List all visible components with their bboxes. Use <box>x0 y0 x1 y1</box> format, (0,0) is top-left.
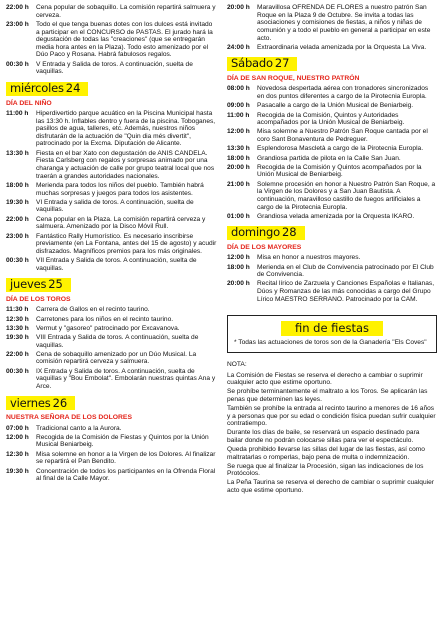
fin-de-fiestas-box <box>227 315 437 353</box>
schedule-entry <box>6 182 217 197</box>
notes-section <box>227 361 437 496</box>
entry-time: 00:30 h <box>6 257 29 265</box>
entry-description: VII Entrada y Salida de toros. A continuación, suelta de vaquillas. <box>36 257 197 272</box>
schedule-entry <box>227 164 437 179</box>
entry-description: Cena de sobaquillo amenizado por un Dúo Musical. La comisión repartirá cerveza y salmuera. <box>36 350 197 366</box>
entry-description: Misa en honor a nuestros mayores. <box>257 254 361 262</box>
day-schedule-jueves <box>6 306 217 392</box>
day-highlight <box>6 278 71 292</box>
entry-time: 22:00 h <box>6 215 29 223</box>
day-name: domingo <box>231 225 280 240</box>
schedule-entry <box>6 306 217 314</box>
schedule-entry <box>227 254 437 262</box>
entry-description: Solemne procesión en honor a Nuestro Patrón San Roque, a la Virgen de los Dolores y a San Juan Bautista. A continuación, maravilloso castillo de fuegos artificiales a cargo de la Pirotecnia Europla. <box>257 180 436 211</box>
day-subtitle: DÍA DEL NIÑO <box>6 99 52 107</box>
entry-description: Cena popular de sobaquillo. La comisión repartirá salmuera y cerveza. <box>36 4 216 19</box>
day-subtitle: DÍA DE LOS TOROS <box>6 295 71 303</box>
day-name: viernes <box>10 395 51 410</box>
entry-time: 00:30 h <box>6 60 29 68</box>
entry-time: 13:30 h <box>6 149 29 157</box>
day-number: 27 <box>274 56 290 71</box>
entry-time: 13:30 h <box>227 145 250 153</box>
intro-schedule-left <box>6 4 217 78</box>
day-highlight <box>227 226 305 240</box>
entry-time: 12:30 h <box>6 315 29 323</box>
entry-time: 18:00 h <box>227 154 250 162</box>
entry-description: VIII Entrada y Salida de toros. A continuación, suelta de vaquillas. <box>36 333 199 349</box>
entry-time: 12:00 h <box>227 254 250 262</box>
schedule-entry <box>227 102 437 110</box>
fin-de-fiestas-title: fin de fiestas <box>281 321 383 336</box>
day-highlight <box>6 396 75 410</box>
entry-time: 12:00 h <box>6 433 29 441</box>
schedule-entry <box>6 21 217 59</box>
entry-time: 11:00 h <box>6 109 29 117</box>
day-schedule-sabado <box>227 85 437 222</box>
day-schedule-miercoles <box>6 110 217 274</box>
entry-time: 24:00 h <box>227 43 250 51</box>
day-name: Sábado <box>231 56 273 71</box>
entry-description: V Entrada y Salida de toros. A continuación, suelta de vaquillas. <box>36 60 193 76</box>
schedule-entry <box>6 150 217 181</box>
entry-description: Misa solemne en honor a la Virgen de los Dolores. Al finalizar se repartirá el Pan Bendito. <box>36 450 216 466</box>
entry-time: 09:00 h <box>227 102 250 110</box>
entry-time: 18:00 h <box>6 181 29 189</box>
entry-description: Recital lírico de Zarzuela y Canciones Españolas e Italianas, Dúos y Romanzas de las más conocidas a cargo del Grupo Lírico MAESTRO SERRANO. Patrocinado por la CAM. <box>257 280 435 303</box>
schedule-entry <box>6 110 217 148</box>
left-column <box>6 4 217 640</box>
note-item: La Peña Taurina se reserva el derecho de cambiar o suprimir cualquier acto que estime oportuno. <box>227 479 434 494</box>
entry-description: Extraordinaria velada amenizada por la Orquesta La Viva. <box>257 43 427 51</box>
entry-description: Merienda para todos los niños del pueblo. También habrá muchas sorpresas y juegos para todos los asistentes. <box>36 181 204 197</box>
schedule-entry <box>227 85 437 100</box>
schedule-entry <box>227 181 437 212</box>
entry-time: 18:00 h <box>227 263 250 271</box>
schedule-entry <box>6 4 217 19</box>
entry-time: 20:00 h <box>227 163 250 171</box>
day-subtitle: DÍA DE LOS MAYORES <box>227 244 302 251</box>
entry-time: 19:30 h <box>6 198 29 206</box>
entry-time: 00:30 h <box>6 367 29 375</box>
schedule-entry <box>6 434 217 449</box>
schedule-entry <box>227 155 437 163</box>
entry-time: 22:00 h <box>6 350 29 358</box>
day-banner-miercoles <box>6 82 217 96</box>
day-number: 28 <box>281 225 297 240</box>
day-schedule-viernes <box>6 425 217 485</box>
schedule-entry <box>6 368 217 391</box>
schedule-entry <box>227 44 437 52</box>
entry-time: 07:00 h <box>6 424 29 432</box>
schedule-entry <box>6 216 217 231</box>
entry-description: Carretones para los niños en el recinto taurino. <box>36 315 174 323</box>
note-item: La Comisión de Fiestas se reserva el derecho a cambiar o suprimir cualquier acto que estime oportuno. <box>227 371 423 387</box>
schedule-entry <box>6 257 217 272</box>
schedule-entry <box>227 264 437 279</box>
day-number: 26 <box>52 395 68 410</box>
day-banner-domingo <box>227 226 437 240</box>
note-item: Queda prohibido llevarse las sillas del lugar de las fiestas, así como maltratarlas o romperlas, bajo pena de multa o indemnización. <box>227 445 425 461</box>
entry-time: 20:00 h <box>227 280 250 288</box>
ganaderia-note: * Todas las actuaciones de toros son de la Ganadería "Els Coves" <box>234 339 427 347</box>
entry-description: Carrera de Gallos en el recinto taurino. <box>36 306 150 314</box>
schedule-entry <box>6 468 217 483</box>
schedule-entry <box>227 128 437 143</box>
entry-description: Vermut y "gasoreo" patrocinado por Excavanova. <box>36 324 180 332</box>
entry-time: 11:00 h <box>227 111 250 119</box>
day-schedule-domingo <box>227 254 437 305</box>
entry-description: Pasacalle a cargo de la Unión Musical de Beniarbeig. <box>257 102 414 110</box>
note-item: Se prohíbe terminantemente el maltrato a los Toros. Se aplicarán las penas que determinen las leyes. <box>227 388 428 403</box>
schedule-entry <box>6 451 217 466</box>
schedule-entry <box>6 351 217 366</box>
entry-description: Hiperdivertido parque acuático en la Piscina Municipal hasta las 13:30 h. Inflables dentro y fuera de la piscina. Toboganes, pasillos de agua, talleres, etc. Además, nuestros niños disfrutarán de la actuación de "Quin dia més divertit", patrocinado por la Excma. Diputación de Alicante. <box>36 109 216 148</box>
note-item: Durante los días de baile, se reservará un espacio destinado para bailar donde no podrán colocarse sillas para ver el espectáculo. <box>227 429 420 444</box>
day-number: 24 <box>65 80 81 95</box>
entry-time: 12:30 h <box>6 450 29 458</box>
entry-time: 08:00 h <box>227 85 250 93</box>
schedule-entry <box>6 61 217 76</box>
entry-description: Todo el que tenga buenas dotes con los dulces está invitado a participar en el CONCURSO de PASTAS. El jurado hará la degustación de todas las "creaciones" (que se entregarán media hora antes en la Plaza). Todo esto amenizado por el Dúo Paco y Rosana. Habrá fabulosos regalos. <box>36 20 213 59</box>
schedule-entry <box>227 4 437 42</box>
entry-description: Merienda en el Club de Convivencia patrocinado por El Club de Convivencia. <box>257 263 434 279</box>
schedule-entry <box>6 233 217 256</box>
schedule-entry <box>6 316 217 324</box>
entry-time: 23:00 h <box>6 20 29 28</box>
day-name: jueves <box>10 277 47 292</box>
fin-de-fiestas-banner <box>234 321 430 336</box>
entry-description: Recogida de la Comisión y Quintos acompañados por la Unión Musical de Beniarbeig. <box>257 163 422 179</box>
note-item: Se ruega que al finalizar la Procesión, sigan las indicaciones de los Protócolos. <box>227 462 424 478</box>
entry-description: Grandiosa partida de pilota en la Calle San Juan. <box>257 154 401 162</box>
entry-description: Tradicional canto a la Aurora. <box>36 424 122 432</box>
day-subtitle: NUESTRA SEÑORA DE LOS DOLORES <box>6 414 133 422</box>
entry-description: Cena popular en la Plaza. La comisión repartirá cerveza y salmuera. Amenizado por la Disco Móvil Rull. <box>36 215 206 231</box>
schedule-entry <box>227 280 437 303</box>
day-highlight <box>227 57 297 71</box>
intro-schedule-right <box>227 4 437 53</box>
entry-description: Fantástico Rally Humorístico. Es necesario inscribirse previamente (en La Fontana, antes del 15 de agosto) y acudir disfrazados. Magníficos premios para los más originales. <box>36 232 217 255</box>
entry-time: 19:30 h <box>6 467 29 475</box>
entry-time: 22:00 h <box>6 4 29 11</box>
note-item: También se prohíbe la entrada al recinto taurino a menores de 16 años y a personas que por su edad o condición física puedan sufrir cualquier contratiempo. <box>227 404 436 428</box>
entry-description: Maravillosa OFRENDA DE FLORES a nuestro patrón San Roque en la Plaza 9 de Octubre. Se invita a todas las asociaciones y comisiones de fiestas, a niños y niñas de comunión y a todo el pueblo en general a participar en este acto. <box>257 4 431 42</box>
schedule-entry <box>227 213 437 221</box>
entry-description: VI Entrada y salida de toros. A continuación, suelta de vaquillas. <box>36 198 194 214</box>
schedule-entry <box>6 199 217 214</box>
schedule-entry <box>6 425 217 433</box>
entry-description: Fiesta en el bar Xato con degustación de ANIS CANDELA. Fiesta Carlsberg con regalos y sorpresas animado por una charanga y actuación de calle por grupo teatral local que nos traerán a grandes autoridades nacionales. <box>36 149 215 180</box>
entry-time: 19:30 h <box>6 333 29 341</box>
entry-description: Grandiosa velada amenizada por la Orquesta IKARO. <box>257 212 415 220</box>
day-name: miércoles <box>10 80 64 95</box>
entry-description: IX Entrada y Salida de toros. A continuación, suelta de vaquillas y "Bou Embolat". Embolarán nuestras quintas Ana y Arce. <box>36 367 216 390</box>
entry-description: Recogida de la Comisión, Quintos y Autoridades acompañados por la Unión Musical de Beniarbeig. <box>257 111 405 127</box>
entry-time: 13:30 h <box>6 324 29 332</box>
entry-time: 01:00 h <box>227 212 250 220</box>
day-banner-jueves <box>6 278 217 292</box>
schedule-entry <box>227 145 437 153</box>
entry-time: 11:30 h <box>6 306 29 314</box>
right-column <box>227 4 437 640</box>
entry-description: Concentración de todos los participantes en la Ofrenda Floral al final de la Calle Mayor. <box>36 467 216 483</box>
entry-description: Novedosa despertada aérea con tronadores sincronizados en dos puntos diferentes a cargo de la Pirotecnia Europla. <box>257 85 429 101</box>
day-number: 25 <box>48 277 63 292</box>
schedule-entry <box>6 334 217 349</box>
entry-description: Recogida de la Comisión de Fiestas y Quintos por la Unión Musical Beniarbeig. <box>36 433 209 449</box>
entry-time: 23:00 h <box>6 232 29 240</box>
schedule-entry <box>6 325 217 333</box>
entry-time: 21:00 h <box>227 180 250 188</box>
entry-time: 20:00 h <box>227 4 250 11</box>
entry-time: 12:00 h <box>227 128 250 136</box>
schedule-entry <box>227 112 437 127</box>
entry-description: Esplendorosa Mascletà a cargo de la Pirotecnia Europla. <box>257 145 424 153</box>
day-banner-sabado <box>227 57 437 71</box>
day-subtitle: DÍA DE SAN ROQUE, NUESTRO PATRÓN <box>227 75 360 83</box>
entry-description: Misa solemne a Nuestro Patrón San Roque cantada por el coro Sant Bonaventura de Pedreguer. <box>257 128 428 144</box>
day-highlight <box>6 82 88 96</box>
day-banner-viernes <box>6 396 217 410</box>
notes-title: NOTA: <box>227 360 247 368</box>
